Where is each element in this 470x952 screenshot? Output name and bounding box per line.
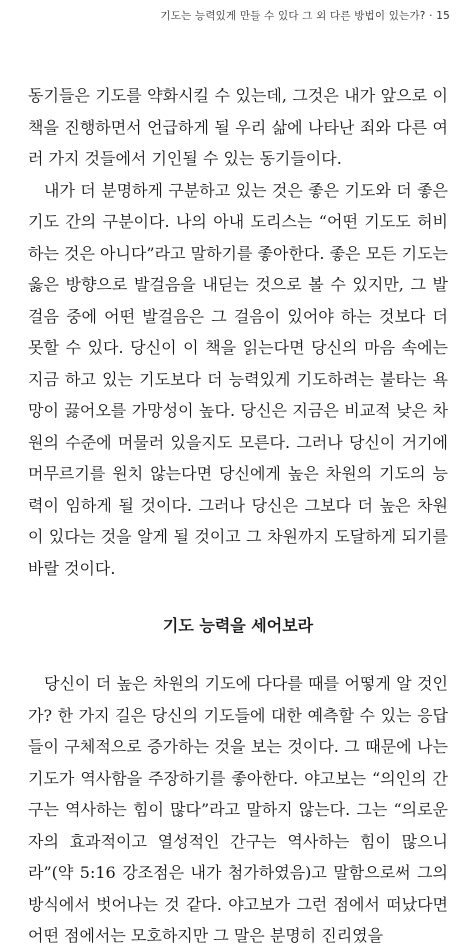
- running-head-separator: ·: [429, 10, 433, 22]
- paragraph-distinction: 내가 더 분명하게 구분하고 있는 것은 좋은 기도와 더 좋은 기도 간의 구분이다. 나의 아내 도리스는 “어떤 기도도 허비하는 것은 아니다”라고 말하기를 좋아한다. 좋은 모든 기도는 옳은 방향으로 발걸음을 내딛는 것으로 볼 수 있지만, 그 발걸음 중에 어떤 발걸음은 그 걸음이 있어야 하는 것보다 더 못할 수 있다. 당신이 이 책을 읽는다면 당신의 마음 속에는 지금 하고 있는 기도보다 더 능력있게 기도하려는 불타는 욕망이 끓어오를 가망성이 높다. 당신은 지금은 비교적 낮은 차원의 수준에 머물러 있을지도 모른다. 그러나 당신이 거기에 머무르기를 원치 않는다면 당신에게 높은 차원의 기도의 능력이 임하게 될 것이다. 그러나 당신은 그보다 더 높은 차원이 있다는 것을 알게 될 것이고 그 차원까지 도달하게 되기를 바랄 것이다.: [28, 180, 448, 578]
- page-number: 15: [436, 10, 450, 22]
- page-body: [28, 80, 448, 952]
- running-head: [160, 8, 450, 23]
- paragraph-continued: 동기들은 기도를 약화시킬 수 있는데, 그것은 내가 앞으로 이 책을 진행하면서 언급하게 될 우리 삶에 나타난 죄와 다른 여러 가지 것들에서 기인될 수 있는 동기들이다.: [28, 86, 448, 168]
- section-heading: 기도 능력을 세어보라: [162, 616, 314, 635]
- paragraph-section-intro: 당신이 더 높은 차원의 기도에 다다를 때를 어떻게 알 것인가? 한 가지 길은 당신의 기도들에 대한 예측할 수 있는 응답들이 구체적으로 증가하는 것을 보는 것이다. 그 때문에 나는 기도가 역사함을 주장하기를 좋아한다. 야고보는 “의인의 간구는 역사하는 힘이 많다”라고 말하지 않는다. 그는 “의로운 자의 효과적이고 열성적인 간구는 역사하는 힘이 많으니라”(약 5:16 강조점은 내가 첨가하였음)고 말함으로써 그의 방식에서 벗어나는 것 같다. 야고보가 그런 점에서 떠났다면 어떤 점에서는 모호하지만 그 말은 분명히 진리였을: [28, 674, 448, 945]
- running-head-title: 기도는 능력있게 만들 수 있다 그 외 다른 방법이 있는가?: [160, 10, 426, 22]
